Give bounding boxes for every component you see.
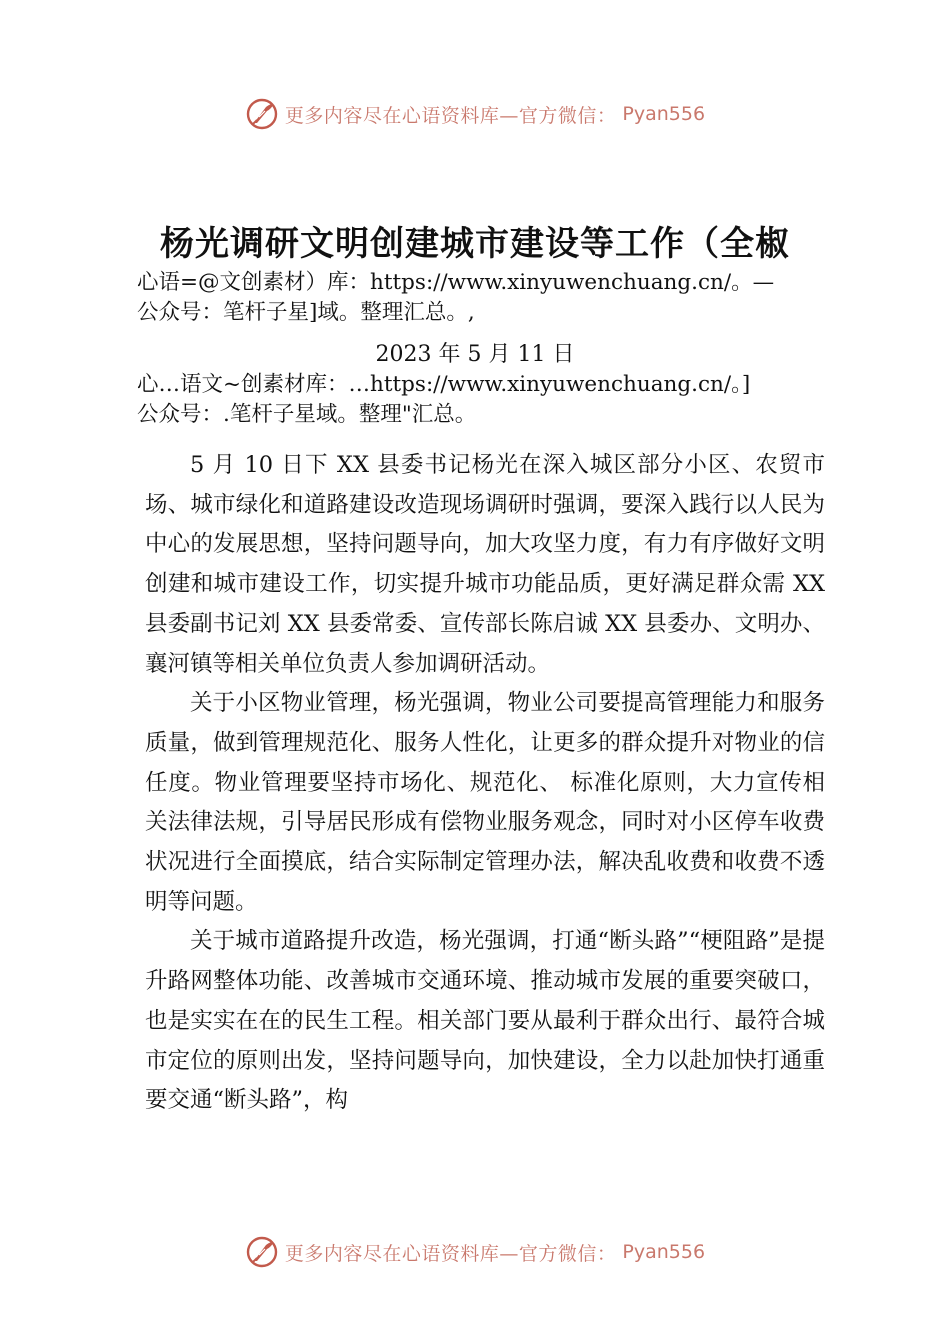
document-body	[145, 446, 825, 1121]
document-title: 杨光调研文明创建城市建设等工作（全椒	[160, 224, 790, 264]
meta-line-1: 心语=@文创素材）库：https://www.xinyuwenchuang.cn/。—	[137, 270, 775, 295]
footer-brand-text: 更多内容尽在心语资料库—官方微信：	[284, 1242, 617, 1265]
body-paragraph-3: 关于城市道路提升改造，杨光强调，打通“断头路”“梗阻路”是提升路网整体功能、改善城市交通环境、推动城市发展的重要突破口，也是实实在在的民生工程。相关部门要从最利于群众出行、最符合城市定位的原则出发，坚持问题导向，加快建设，全力以赴加快打通重要交通“断头路”，构	[145, 928, 825, 1114]
meta-line-3: 心…语文~创素材库：…https://www.xinyuwenchuang.cn/。]	[137, 372, 751, 397]
quill-pen-logo-icon	[245, 97, 279, 131]
footer-banner	[0, 1230, 950, 1274]
body-paragraph-1: 5 月 10 日下 XX 县委书记杨光在深入城区部分小区、农贸市场、城市绿化和道路建设改造现场调研时强调，要深入践行以人民为中心的发展思想，坚持问题导向，加大攻坚力度，有力有序做好文明创建和城市建设工作，切实提升城市功能品质，更好满足群众需 XX 县委副书记刘 XX 县委常委、宣传部长陈启诚 XX 县委办、文明办、襄河镇等相关单位负责人参加调研活动。	[145, 452, 825, 677]
footer-wechat-id: Pyan556	[622, 1241, 706, 1263]
document-date: 2023 年 5 月 11 日	[375, 342, 575, 367]
header-wechat-id: Pyan556	[622, 103, 706, 125]
header-banner-content	[245, 97, 705, 131]
footer-banner-content	[245, 1235, 705, 1269]
quill-pen-logo-icon	[245, 1235, 279, 1269]
meta-line-4: 公众号：.笔杆子星域。整理"汇总。	[137, 402, 477, 427]
header-banner	[0, 92, 950, 136]
meta-line-2: 公众号：笔杆子星]域。整理汇总。,	[137, 300, 475, 325]
header-brand-text: 更多内容尽在心语资料库—官方微信：	[284, 104, 617, 127]
body-paragraph-2: 关于小区物业管理，杨光强调，物业公司要提高管理能力和服务质量，做到管理规范化、服务人性化，让更多的群众提升对物业的信任度。物业管理要坚持市场化、规范化、 标准化原则，大力宣传相关法律法规，引导居民形成有偿物业服务观念，同时对小区停车收费状况进行全面摸底，结合实际制定管理办法，解决乱收费和收费不透明等问题。	[145, 690, 825, 915]
